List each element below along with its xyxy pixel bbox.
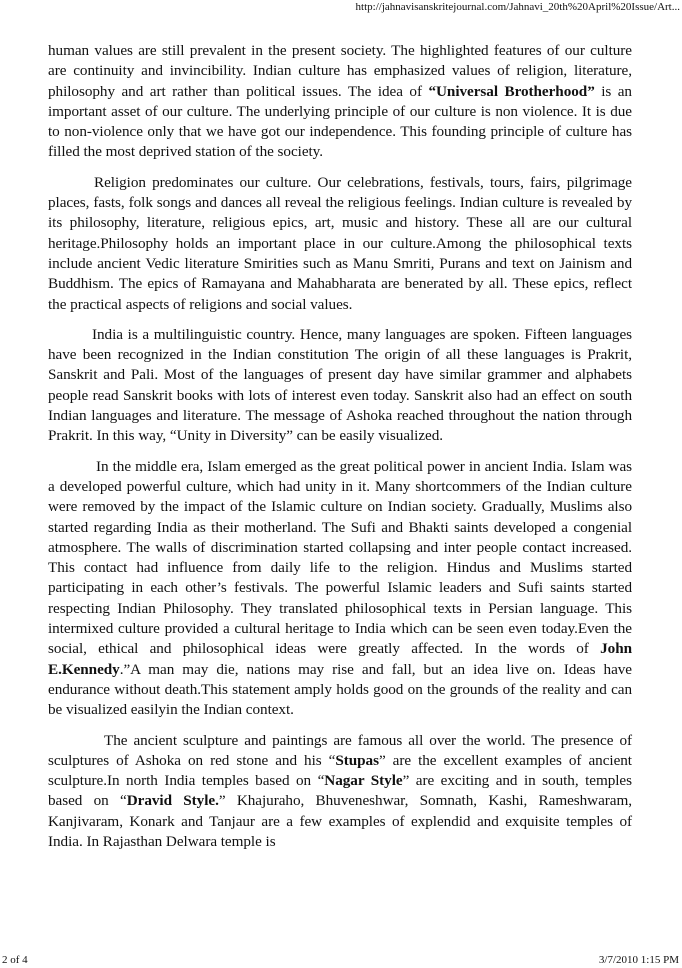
text-segment: ” are the excellent examples of ancient sculpture.In north India temples based on “ [48, 751, 632, 790]
page-indicator: 2 of 4 [2, 954, 28, 966]
text-segment: is an important asset of our culture. The underlying principle of our culture is non violence. It is due to non-violence only that we have got our independence. This founding principle of culture has filled the most deprived station of the society. [48, 82, 632, 161]
bold-term-dravid-style: Dravid Style. [126, 792, 219, 810]
bold-name-john-kennedy: John E.Kennedy [48, 640, 632, 678]
bold-term-nagar-style: Nagar Style [324, 772, 403, 790]
text-segment: In the middle era, Islam emerged as the great political power in ancient India. Islam was a developed powerful culture, which had unity in it. Many shortcommers of the Indian culture were removed by the impact of the Islamic culture on Indian society. Gradually, Muslims also started regarding India as their motherland. The Sufi and Bhakti saints developed a congenial atmosphere. The walls of discrimination started collapsing and inter people contact increased. This contact had influence from daily life to the religion. Hindus and Muslims started participating in each other’s festivals. The powerful Islamic leaders and Sufi saints started respecting Indian Philosophy. They translated philosophical texts in Persian language. This intermixed culture provided a cultural heritage to India which can be seen even today.Even the social, ethical and philosophical ideas were greatly affected. In the words of [48, 457, 632, 658]
bold-term-universal-brotherhood: “Universal Brotherhood” [428, 82, 595, 100]
paragraph-religion [48, 173, 632, 315]
article-body [48, 41, 632, 852]
text-segment: India is a multilinguistic country. Hence, many languages are spoken. Fifteen languages have been recognized in the Indian constitution The origin of all these languages is Prakrit, Sanskrit and Pali. Most of the languages of present day have similar grammer and alphabets people read Sanskrit books with lots of interest even today. Sanskrit also had an effect on south Indian languages and literature. The message of Ashoka reached throughout the nation through Prakrit. In this way, “Unity in Diversity” can be easily visualized. [48, 325, 632, 445]
page-url-header: http://jahnavisanskritejournal.com/Jahnavi_20th%20April%20Issue/Art... [355, 1, 680, 13]
paragraph-islam [48, 457, 632, 721]
text-segment: ” Khajuraho, Bhuveneshwar, Somnath, Kashi, Rameshwaram, Kanjivaram, Konark and Tanjaur are a few examples of explendid and exquisite temples of India. In Rajasthan Delwara temple is [48, 792, 632, 850]
text-segment: The ancient sculpture and paintings are famous all over the world. The presence of sculptures of Ashoka on red stone and his “ [48, 731, 632, 769]
print-datetime: 3/7/2010 1:15 PM [598, 954, 679, 966]
text-segment: Religion predominates our culture. Our celebrations, festivals, tours, fairs, pilgrimage places, fasts, folk songs and dances all reveal the religious feelings. Indian culture is revealed by its philosophy, literature, religious epics, art, music and history. These all are our cultural heritage.Philosophy holds an important place in our culture.Among the philosophical texts include ancient Vedic literature Smirities such as Manu Smriti, Purans and text on Jainism and Buddhism. The epics of Ramayana and Mahabharata are benerated by all. These epics, reflect the practical aspects of religions and social values. [48, 173, 632, 313]
paragraph-cultural-values [48, 41, 632, 163]
paragraph-languages [48, 325, 632, 447]
bold-term-stupas: Stupas [335, 751, 379, 769]
text-segment: .”A man may die, nations may rise and fall, but an idea live on. Ideas have endurance without death.This statement amply holds good on the grounds of the reality and can be visualized easilyin the Indian context. [48, 660, 632, 719]
text-segment: ” are exciting and in south, temples based on “ [48, 772, 632, 810]
paragraph-sculpture [48, 731, 632, 853]
text-segment: human values are still prevalent in the present society. The highlighted features of our culture are continuity and invincibility. Indian culture has emphasized values of religion, literature, philosophy and art rather than political issues. The idea of [48, 42, 632, 100]
